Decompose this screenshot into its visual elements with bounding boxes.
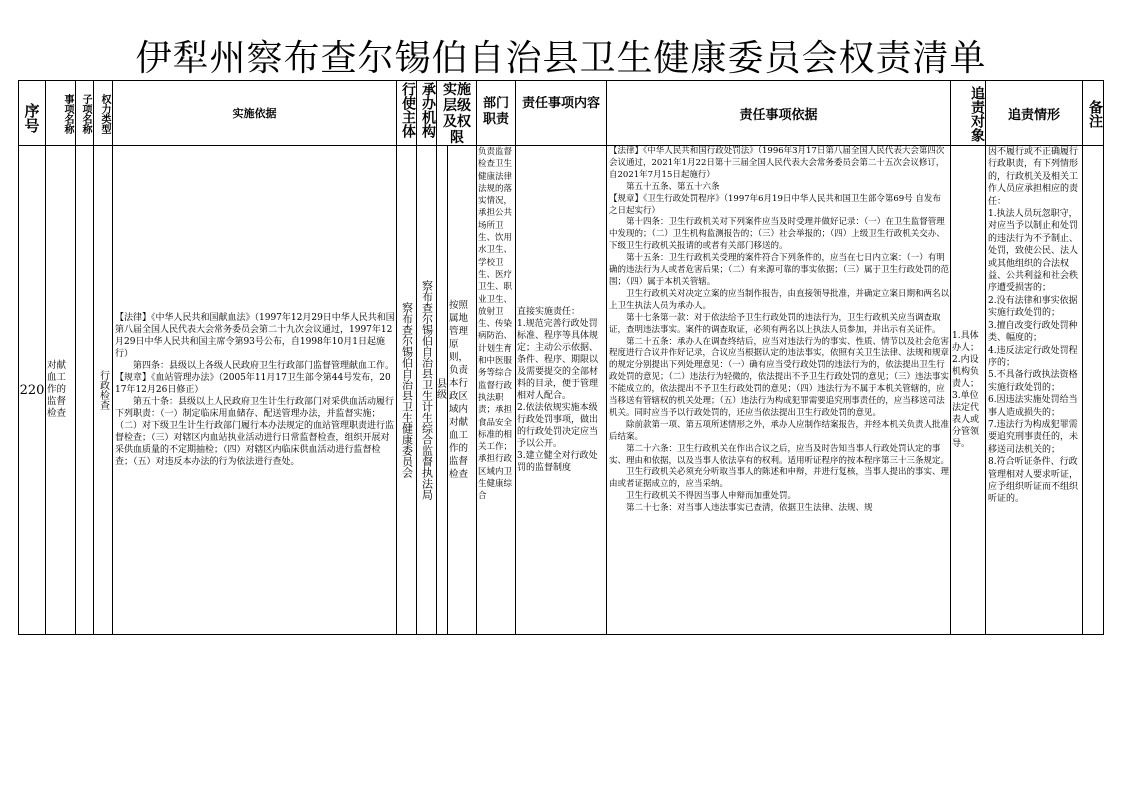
row-seq: 220 — [19, 382, 45, 398]
row-item-name: 对献血工作的监督检查 — [47, 360, 67, 419]
row-duty: 负责监督检查卫生健康法律法规的落实情况，承担公共场所卫生、饮用水卫生、学校卫生、医疗卫生、职业卫生、放射卫生、传染病防治、计划生育和中医服务等综合监督行政执法职责；承担食品安全标准的相关工作；承担行政区域内卫生健康综合 — [478, 147, 513, 502]
row-circumstance: 因不履行或不正确履行行政职责，有下列情形的，行政机关及相关工作人员应承担相应的责任： 1.执法人员玩忽职守，对应当予以制止和处罚的违法行为不予制止、处罚，致使公民、法人或其他组织的合法权益、公共利益和社会秩序遭受损害的； 2.没有法律和事实依据实施行政处罚的； 3.擅自改变行政处罚种类、幅度的； 4.违反法定行政处罚程序的； 5.不具备行政执法资格实施行政处罚的； 6.因违法实施处罚给当事人造成损失的； 7.违法行为构成犯罪需要追究刑事责任的，未移送司法机关的； 8.符合听证条件、行政管理相对人要求听证，应予组织听证而不组织听证的。 — [988, 147, 1079, 505]
header-basis: 实施依据 — [232, 107, 277, 120]
header-power-type: 权力类型 — [99, 94, 110, 134]
header-seq: 序号 — [22, 103, 41, 133]
row-subject: 察布查尔锡伯自治县卫生健康委员会 — [400, 302, 414, 478]
header-target: 追责对象 — [969, 85, 985, 142]
header-level: 实施层级及权限 — [443, 82, 471, 145]
row-basis-text: 【法律】《中华人民共和国献血法》（1997年12月29日中华人民共和国第八届全国人民代表大会常务委员会第二十九次会议通过，1997年12月29日中华人民共和国主席令第93号公布，自1998年10月1日起施行） 第四条：县级以上各级人民政府卫生行政部门监督管理献血工作。 【规章】《血站管理办法》（2005年11月17卫生部令第44号发布，2017年12月26日修正） 第五十条：县级以上人民政府卫生计生行政部门对采供血活动履行下列职责：（一）制定临床用血储存、配送管理办法，并监督实施；（二）对下级卫生计生行政部门履行本办法规定的血站管理职责进行监督检查；（三）对辖区内血站执业活动进行日常监督检查，组织开展对采供血质量的不定期抽检；（四）对辖区内临床供血活动进行监督检查；（五）对违反本办法的行为依法进行查处。 — [115, 313, 395, 467]
row-resp-content-text: 直接实施责任： 1.规范完善行政处罚标准、程序等具体规定；主动公示依据、条件、程序、期限以及需要提交的全部材料的目录，便于管理相对人配合。 2.依法依规实施本级行政处罚事项，做出的行政处罚决定应当予以公开。 3.建立健全对行政处罚的监督制度 — [517, 307, 599, 473]
header-resp-basis: 责任事项依据 — [739, 107, 818, 123]
row-basis — [115, 146, 395, 634]
page-title: 伊犁州察布查尔锡伯自治县卫生健康委员会权责清单 — [135, 38, 987, 79]
header-duty: 部门职责 — [482, 96, 509, 127]
header-organizer: 承办机构 — [420, 82, 436, 138]
header-circumstance: 追责情形 — [1007, 107, 1060, 123]
row-target — [952, 146, 984, 634]
row-target-text: 1.具体办人； 2.内设机构负责人； 3.单位法定代表人或分管领导。 — [952, 331, 980, 449]
row-resp-content — [517, 146, 605, 634]
header-subject: 行使主体 — [400, 82, 416, 138]
header-sub-item-name: 子项名称 — [80, 94, 91, 134]
row-level-detail: 按照属地管理原则，负责本行政区域内对献血工作的监督检查 — [449, 300, 469, 480]
row-organizer: 察布查尔锡伯自治县卫生计生综合监督执法局 — [420, 280, 434, 500]
row-resp-basis: 【法律】《中华人民共和国行政处罚法》（1996年3月17日第八届全国人民代表大会第四次会议通过，2021年1月22日第十三届全国人民代表大会常务委员会第二十五次会议修订，自2021年7月15日起施行） 第五十五条、第五十六条 【规章】《卫生行政处罚程序》（1997年6月19日中华人民共和国卫生部令第69号 自发布之日起实行） 第十四条：卫生行政机关对下列案件应当及时受理并做好记录：（一）在卫生监督管理中发现的；（二）卫生机构监测报告的；（三）社会举报的；（四）上级卫生行政机关交办、下级卫生行政机关报请的或者有关部门移送的。 第十五条：卫生行政机关受理的案件符合下列条件的，应当在七日内立案：（一）有明确的违法行为人或者危害后果；（二）有来源可靠的事实依据；（三）属于卫生行政处罚的范围；（四）属于本机关管辖。 卫生行政机关对决定立案的应当制作报告，由直接领导批准，并确定立案日期和两名以上卫生执法人员为承办人。 第十七条第一款：对于依法给予卫生行政处罚的违法行为，卫生行政机关应当调查取证，查明违法事实。案件的调查取证，必须有两名以上执法人员参加，并出示有关证件。 第二十五条：承办人在调查终结后，应当对违法行为的事实、性质、情节以及社会危害程度进行合议并作好记录，合议应当根据认定的违法事实，依照有关卫生法律、法规和规章的规定分别提出下列处理意见：（一）确有应当受行政处罚的违法行为的，依法提出卫生行政处罚的意见；（二）违法行为轻微的，依法提出不予卫生行政处罚的意见；（三）违法事实不能成立的，依法提出不予卫生行政处罚的意见；（四）违法行为不属于本机关管辖的，应当移送有管辖权的机关处理；（五）违法行为构成犯罪需要追究刑事责任的，应当移送司法机关。同时应当予以行政处罚的，还应当依法提出卫生行政处罚的意见。 除前款第一项、第五项所述情形之外，承办人应制作结案报告，并经本机关负责人批准后结案。 第二十六条：卫生行政机关在作出合议之后，应当及时告知当事人行政处罚认定的事实、理由和依据，以及当事人依法享有的权利。适用听证程序的按本程序第三十三条规定。 卫生行政机关必须充分听取当事人的陈述和申辩，并进行复核，当事人提出的事实、理由或者证据成立的，应当采纳。 卫生行政机关不得因当事人申辩而加重处罚。 第二十七条：对当事人违法事实已查清，依据卫生法律、法规、规 — [609, 146, 949, 514]
header-item-name: 事项名称 — [62, 94, 73, 134]
header-remark: 备注 — [1087, 100, 1103, 128]
row-sub-item-name — [76, 146, 93, 634]
row-remark — [1083, 146, 1103, 634]
header-resp-content: 责任事项内容 — [521, 96, 600, 111]
row-level: 县级 — [437, 379, 447, 401]
row-power-type: 行政检查 — [97, 370, 109, 410]
